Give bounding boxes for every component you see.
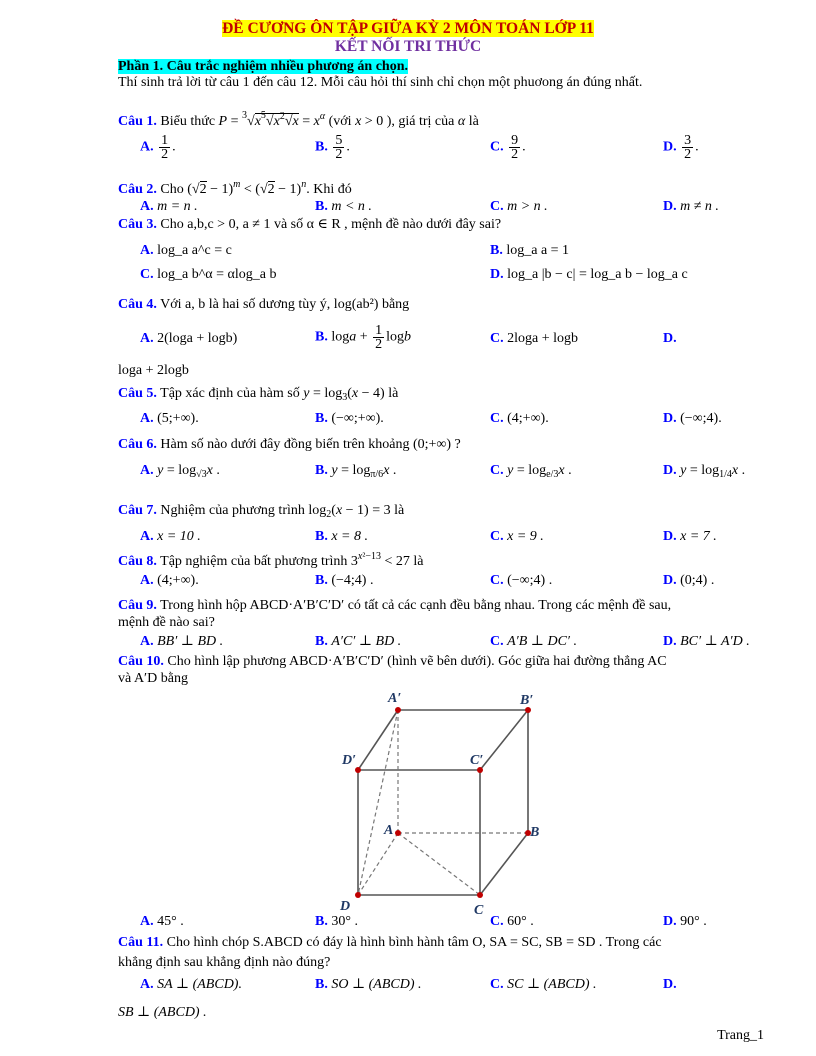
question-10: Câu 10. Cho hình lập phương ABCD·A′B′C′D′ (hình vẽ bên dưới). Góc giữa hai đường thẳng AC [118,654,667,669]
q11-option-d[interactable]: SB ⊥ (ABCD) . [118,1005,207,1020]
question-2: Câu 2. Cho $(√2 - 1)^m < (√2 - 1)^n$. Khi đó [118,179,352,197]
q1-option-b[interactable]: B. $\frac{5}{2}$ . [315,133,350,162]
q4-option-b[interactable]: B. loga + $\frac{1}{2}$ logb [315,323,412,352]
q4-option-d[interactable]: loga + 2logb [118,363,189,378]
vertex-point-d [355,892,361,898]
vertex-label-a: A [384,823,394,838]
q7-option-a[interactable]: A. x = 10 . [140,529,201,544]
q9-option-a[interactable]: A. BB′ ⊥ BD . [140,634,224,649]
q1-option-d[interactable]: D. $\frac{3}{2}$ . [663,133,699,162]
q7-option-b[interactable]: B. x = 8 . [315,529,369,544]
q6-option-a[interactable]: A. $y = \log_{√3}x$ . [140,463,220,480]
q10-option-a[interactable]: A. 45° . [140,914,184,929]
section-instruction: Thí sinh trả lời từ câu 1 đến câu 12. Mỗi câu hỏi thí sinh chỉ chọn một phuơong án đúng nhất. [118,75,643,90]
vertex-label-c1: C′ [470,753,484,768]
q1-option-c[interactable]: C. $\frac{9}{2}$ . [490,133,526,162]
q2-option-b[interactable]: B. m < n . [315,199,372,214]
question-10-cont: và A′D bằng [118,671,188,686]
document-title: ĐỀ CƯƠNG ÔN TẬP GIỮA KỲ 2 MÔN TOÁN LỚP 11 [222,20,594,37]
q5-option-a[interactable]: A. (5;+∞). [140,411,199,426]
vertex-point-a [395,830,401,836]
vertex-label-a1: A′ [388,691,402,706]
q5-option-c[interactable]: C. (4;+∞). [490,411,549,426]
q6-option-b[interactable]: B. $y = \log_{\pi/6}x$ . [315,463,397,480]
q11-option-b[interactable]: B. SO ⊥ (ABCD) . [315,977,422,992]
q4-option-a[interactable]: A. 2(loga + logb) [140,331,238,346]
q3-option-d[interactable]: D. log_a |b − c| = log_a b − log_a c [490,267,688,282]
q8-option-d[interactable]: D. (0;4) . [663,573,715,588]
vertex-label-b1: B′ [520,693,534,708]
vertex-point-a1 [395,707,401,713]
page-number: Trang_1 [717,1028,764,1043]
q11-option-c[interactable]: C. SC ⊥ (ABCD) . [490,977,597,992]
q8-option-a[interactable]: A. (4;+∞). [140,573,199,588]
q3-option-b[interactable]: B. log_a a = 1 [490,243,570,258]
q7-option-c[interactable]: C. x = 9 . [490,529,544,544]
section-heading: Phần 1. Câu trắc nghiệm nhiều phương án chọn. [118,59,408,74]
q4-option-d-label[interactable]: D. [663,331,677,346]
q9-option-c[interactable]: C. A′B ⊥ DC′ . [490,634,577,649]
q2-option-d[interactable]: D. m ≠ n . [663,199,719,214]
question-1: Câu 1. Biểu thức $P = ^3√x^5√x^2√x = x^\alpha$ (với x > 0 ), giá trị của α là [118,110,479,129]
q7-option-d[interactable]: D. x = 7 . [663,529,717,544]
question-6: Câu 6. Hàm số nào dưới đây đồng biến trên khoảng (0;+∞) ? [118,437,461,452]
q5-option-d[interactable]: D. (−∞;4). [663,411,722,426]
q3-option-a[interactable]: A. log_a a^c = c [140,243,232,258]
document-subtitle: KẾT NỐI TRI THỨC [334,38,482,55]
vertex-label-b: B [530,825,540,840]
vertex-label-c: C [474,903,484,918]
question-8: Câu 8. Tập nghiệm của bất phương trình $3^{x^2-13} < 27$ là [118,551,424,569]
cube-figure [330,688,550,920]
vertex-label-d: D [340,899,351,914]
q8-option-b[interactable]: B. (−4;4) . [315,573,374,588]
q11-option-d-label[interactable]: D. [663,977,677,992]
q5-option-b[interactable]: B. (−∞;+∞). [315,411,384,426]
question-9-cont: mệnh đề nào sai? [118,615,215,630]
q4-option-c[interactable]: C. 2loga + logb [490,331,579,346]
question-4: Câu 4. Với a, b là hai số dương tùy ý, log(ab²) bằng [118,297,410,312]
question-3: Câu 3. Cho a,b,c > 0, a ≠ 1 và số α ∈ R , mệnh đề nào dưới đây sai? [118,217,502,232]
question-7: Câu 7. Nghiệm của phương trình $\log_2(x - 1) = 3$ là [118,503,405,520]
q6-option-d[interactable]: D. $y = \log_{1/4}x$ . [663,463,746,480]
q6-option-c[interactable]: C. $y = \log_{e/3}x$ . [490,463,572,480]
q10-option-c[interactable]: C. 60° . [490,914,534,929]
question-11: Câu 11. Cho hình chóp S.ABCD có đáy là hình bình hành tâm O, SA = SC, SB = SD . Trong các [118,935,662,950]
q8-option-c[interactable]: C. (−∞;4) . [490,573,553,588]
q3-option-c[interactable]: C. log_a b^α = αlog_a b [140,267,277,282]
q2-option-c[interactable]: C. m > n . [490,199,548,214]
q11-option-a[interactable]: A. SA ⊥ (ABCD). [140,977,242,992]
question-5: Câu 5. Tập xác định của hàm số $y = \log_3(x - 4)$ là [118,386,399,403]
vertex-point-c [477,892,483,898]
q9-option-b[interactable]: B. A′C′ ⊥ BD . [315,634,402,649]
q1-option-a[interactable]: A. $\frac{1}{2}$ . [140,133,176,162]
q2-option-a[interactable]: A. m = n . [140,199,198,214]
q10-option-b[interactable]: B. 30° . [315,914,358,929]
question-9: Câu 9. Trong hình hộp ABCD·A′B′C′D′ có tất cả các cạnh đều bằng nhau. Trong các mệnh đề sau, [118,598,672,613]
vertex-label-d1: D′ [342,753,357,768]
q10-option-d[interactable]: D. 90° . [663,914,707,929]
question-11-cont: khẳng định sau khẳng định nào đúng? [118,955,331,970]
q9-option-d[interactable]: D. BC′ ⊥ A′D . [663,634,750,649]
